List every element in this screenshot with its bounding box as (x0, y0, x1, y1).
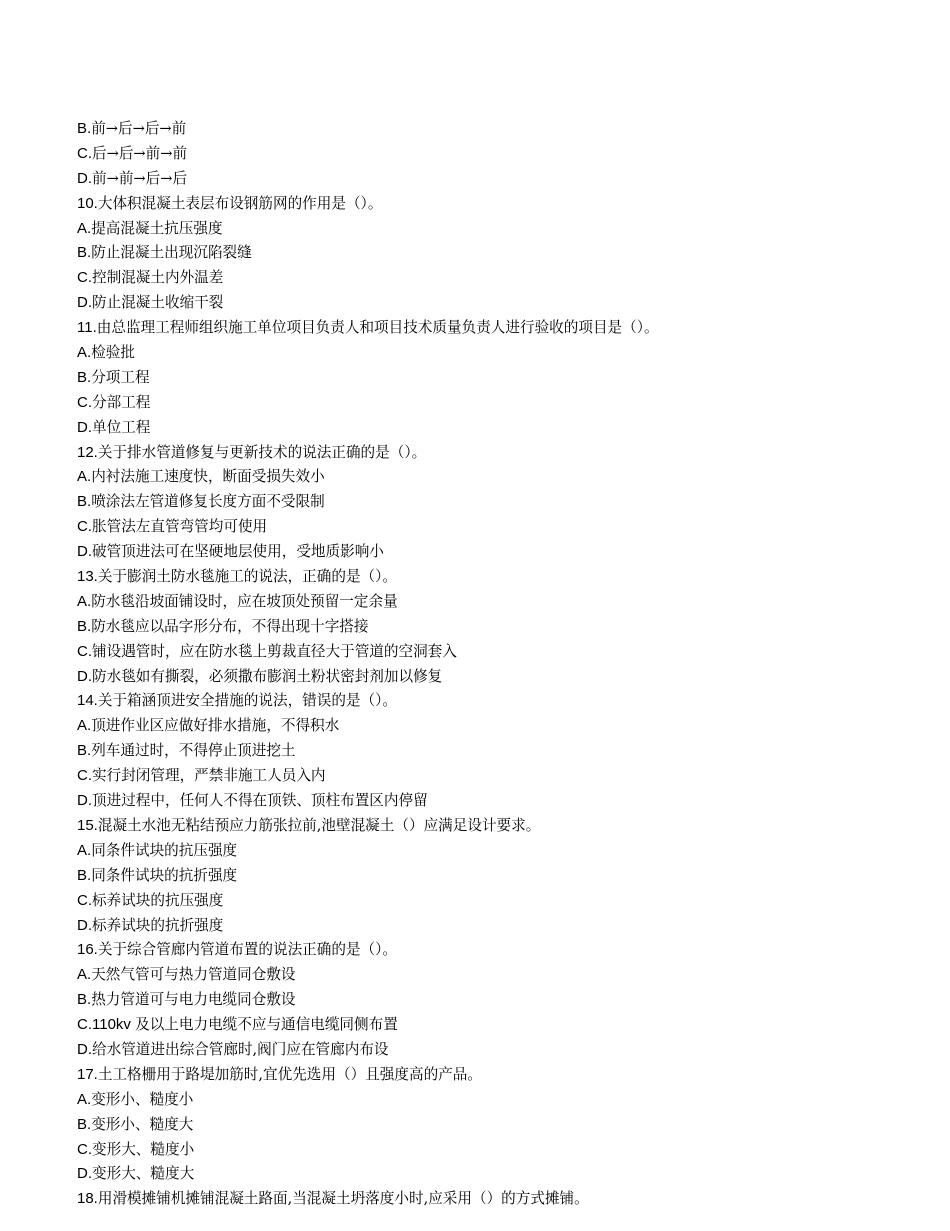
option-text: 破管顶进法可在坚硬地层使用，受地质影响小 (92, 543, 384, 561)
option-letter: C. (77, 393, 92, 411)
option-line (77, 838, 927, 863)
option-letter: B. (77, 1115, 92, 1133)
option-line (77, 489, 927, 514)
question-line (77, 1062, 927, 1087)
option-letter: D. (77, 294, 92, 312)
option-letter: A. (77, 592, 92, 610)
question-text: 混凝土水池无粘结预应力筋张拉前,池壁混凝土（）应满足设计要求。 (97, 816, 541, 834)
option-line (77, 514, 927, 539)
option-text: 防止混凝土收缩干裂 (92, 294, 224, 312)
option-text: 防水毯如有撕裂，必须撒布膨润土粉状密封剂加以修复 (92, 667, 443, 685)
option-text: 单位工程 (92, 418, 151, 436)
option-text: 防水毯沿坡面铺设时，应在坡顶处预留一定余量 (91, 592, 398, 610)
question-text: 关于膨润土防水毯施工的说法，正确的是（）。 (97, 568, 398, 586)
option-text: 分部工程 (92, 393, 151, 411)
option-letter: C. (77, 144, 92, 162)
option-text: 同条件试块的抗折强度 (91, 866, 238, 884)
option-line (77, 1037, 927, 1062)
option-text: 天然气管可与热力管道同仓敷设 (91, 966, 296, 984)
option-letter: B. (77, 991, 92, 1009)
question-text: 大体积混凝土表层布设钢筋网的作用是（）。 (97, 194, 383, 212)
option-text: 变形小、糙度小 (91, 1090, 194, 1108)
option-text: 顶进作业区应做好排水措施，不得积水 (91, 717, 340, 735)
option-letter: D. (77, 1165, 92, 1183)
option-text: 防水毯应以品字形分布，不得出现十字搭接 (91, 617, 369, 635)
option-line (77, 664, 927, 689)
option-letter: B. (77, 617, 92, 635)
option-line (77, 1161, 927, 1186)
option-text: 铺设遇管时，应在防水毯上剪裁直径大于管道的空洞套入 (92, 642, 457, 660)
option-line (77, 1112, 927, 1137)
option-line (77, 365, 927, 390)
option-letter: A. (77, 841, 92, 859)
question-line (77, 440, 927, 465)
question-number: 17. (77, 1065, 98, 1083)
option-line (77, 340, 927, 365)
option-line (77, 116, 927, 141)
option-letter: C. (77, 269, 92, 287)
option-letter: C. (77, 518, 92, 536)
option-line (77, 713, 927, 738)
question-line (77, 937, 927, 962)
option-line (77, 1012, 927, 1037)
option-line (77, 141, 927, 166)
option-text: 后→后→前→前 (92, 144, 188, 162)
option-text: 同条件试块的抗压强度 (91, 841, 238, 859)
option-line (77, 962, 927, 987)
question-number: 18. (77, 1190, 98, 1208)
option-text: 检验批 (91, 344, 135, 362)
option-text: 变形大、糙度小 (92, 1140, 195, 1158)
option-text: 标养试块的抗压强度 (92, 891, 224, 909)
option-line (77, 1137, 927, 1162)
option-line (77, 589, 927, 614)
question-text: 土工格栅用于路堤加筋时,宜优先选用（）且强度高的产品。 (97, 1065, 482, 1083)
option-text: 分项工程 (91, 368, 150, 386)
option-letter: B. (77, 866, 92, 884)
option-text: 及以上电力电缆不应与通信电缆同侧布置 (135, 1016, 398, 1034)
option-letter: C.110kv (77, 1016, 136, 1034)
option-text: 顶进过程中，任何人不得在顶铁、顶柱布置区内停留 (92, 792, 428, 810)
option-letter: A. (77, 717, 92, 735)
option-text: 喷涂法左管道修复长度方面不受限制 (91, 493, 325, 511)
question-line (77, 1186, 927, 1211)
option-line (77, 987, 927, 1012)
option-letter: D. (77, 1040, 92, 1058)
option-letter: D. (77, 792, 92, 810)
question-text: 由总监理工程师组织施工单位项目负责人和项目技术质量负责人进行验收的项目是（）。 (96, 319, 659, 337)
document-body (77, 116, 927, 1211)
option-text: 热力管道可与电力电缆同仓敷设 (91, 991, 296, 1009)
option-letter: D. (77, 916, 92, 934)
option-line (77, 614, 927, 639)
question-text: 关于箱涵顶进安全措施的说法，错误的是（）。 (97, 692, 398, 710)
question-number: 15. (77, 816, 98, 834)
option-text: 胀管法左直管弯管均可使用 (92, 518, 268, 536)
question-line (77, 564, 927, 589)
option-line (77, 888, 927, 913)
option-line (77, 913, 927, 938)
option-line (77, 1087, 927, 1112)
option-line (77, 265, 927, 290)
option-text: 前→后→后→前 (91, 120, 187, 137)
question-number: 13. (77, 568, 98, 586)
option-letter: A. (77, 966, 92, 984)
option-letter: D. (77, 169, 92, 187)
option-text: 变形大、糙度大 (92, 1165, 195, 1183)
question-line (77, 191, 927, 216)
option-letter: B. (77, 493, 92, 511)
question-text: 关于排水管道修复与更新技术的说法正确的是（）。 (97, 443, 427, 461)
question-line (77, 315, 927, 340)
question-line (77, 813, 927, 838)
option-letter: A. (77, 219, 92, 237)
option-letter: C. (77, 1140, 92, 1158)
option-line (77, 763, 927, 788)
option-letter: B. (77, 244, 92, 262)
question-number: 11. (77, 319, 97, 337)
question-line (77, 688, 927, 713)
option-letter: C. (77, 642, 92, 660)
option-letter: D. (77, 418, 92, 436)
option-letter: B. (77, 742, 92, 760)
option-line (77, 240, 927, 265)
option-text: 内衬法施工速度快，断面受损失效小 (91, 468, 325, 486)
option-text: 变形小、糙度大 (91, 1115, 194, 1133)
question-text: 关于综合管廊内管道布置的说法正确的是（）。 (97, 941, 398, 959)
option-line (77, 464, 927, 489)
option-letter: D. (77, 667, 92, 685)
question-number: 16. (77, 941, 98, 959)
option-line (77, 166, 927, 191)
option-text: 列车通过时，不得停止顶进挖土 (91, 742, 296, 760)
option-line (77, 738, 927, 763)
option-line (77, 788, 927, 813)
option-letter: B. (77, 120, 92, 137)
option-line (77, 216, 927, 241)
question-number: 14. (77, 692, 98, 710)
option-text: 实行封闭管理，严禁非施工人员入内 (92, 767, 326, 785)
question-number: 12. (77, 443, 98, 461)
option-text: 标养试块的抗折强度 (92, 916, 224, 934)
option-letter: A. (77, 344, 92, 362)
option-letter: C. (77, 891, 92, 909)
option-line (77, 639, 927, 664)
option-line (77, 390, 927, 415)
option-line (77, 539, 927, 564)
option-letter: D. (77, 543, 92, 561)
option-letter: A. (77, 1090, 92, 1108)
option-line (77, 863, 927, 888)
option-text: 控制混凝土内外温差 (92, 269, 224, 287)
option-text: 防止混凝土出现沉陷裂缝 (91, 244, 252, 262)
question-text: 用滑模摊铺机摊铺混凝土路面,当混凝土坍落度小时,应采用（）的方式摊铺。 (97, 1190, 589, 1208)
option-letter: B. (77, 368, 92, 386)
option-letter: A. (77, 468, 92, 486)
question-number: 10. (77, 194, 98, 212)
option-line (77, 290, 927, 315)
option-letter: C. (77, 767, 92, 785)
option-text: 提高混凝土抗压强度 (91, 219, 223, 237)
option-text: 前→前→后→后 (92, 169, 188, 187)
option-line (77, 415, 927, 440)
option-text: 给水管道进出综合管廊时,阀门应在管廊内布设 (92, 1040, 389, 1058)
